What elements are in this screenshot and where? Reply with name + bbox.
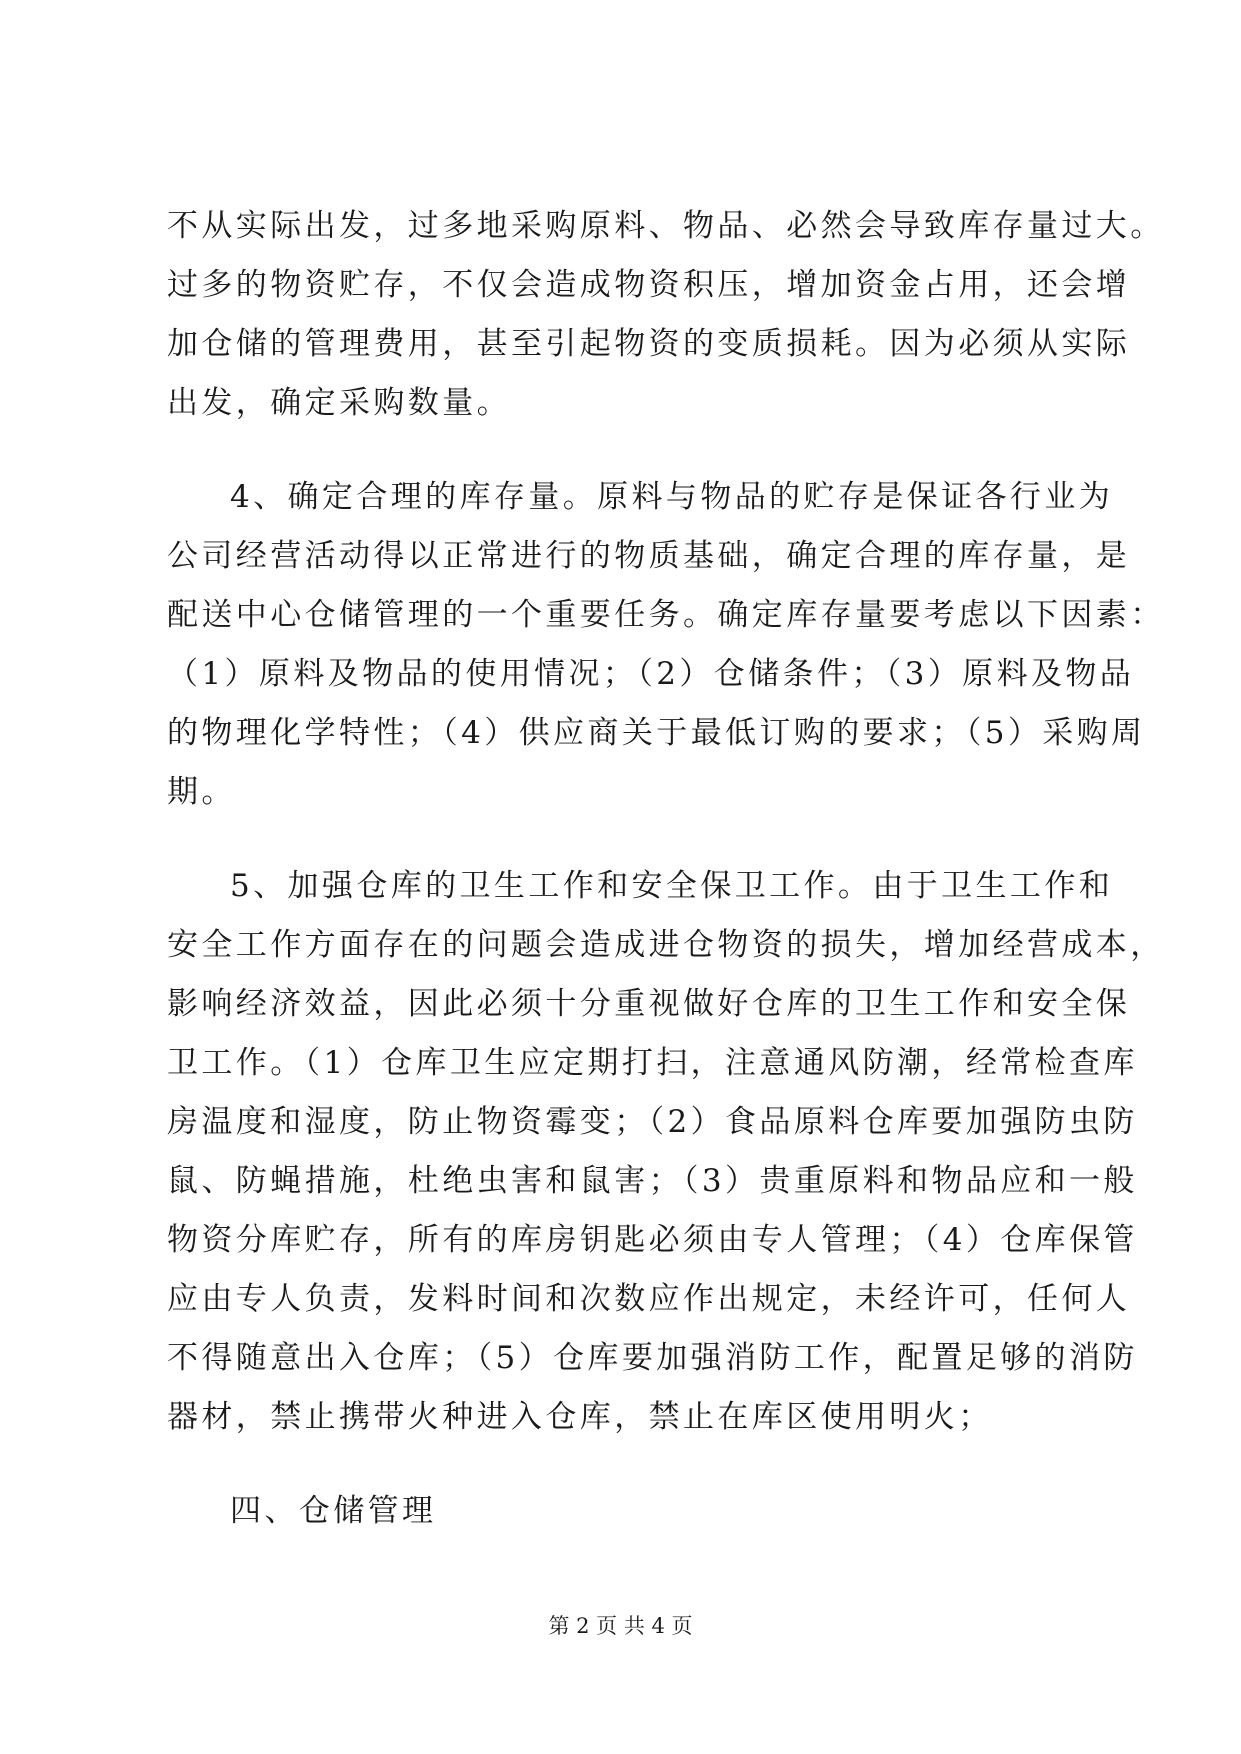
body-text-line: 不得随意出入仓库；（5）仓库要加强消防工作，配置足够的消防 <box>167 1340 1138 1376</box>
body-text-line: 器材，禁止携带火种进入仓库，禁止在库区使用明火； <box>167 1399 993 1435</box>
page-number-footer: 第 2 页 共 4 页 <box>548 1614 693 1638</box>
body-text-line: 的物理化学特性；（4）供应商关于最低订购的要求；（5）采购周 <box>167 715 1146 751</box>
body-text-line: 公司经营活动得以正常进行的物质基础，确定合理的库存量，是 <box>167 538 1131 574</box>
body-text-line: 鼠、防蝇措施，杜绝虫害和鼠害；（3）贵重原料和物品应和一般 <box>167 1163 1138 1199</box>
body-text-line: 期。 <box>167 774 236 810</box>
body-text-line: （1）原料及物品的使用情况；（2）仓储条件；（3）原料及物品 <box>167 656 1135 692</box>
body-text-line: 房温度和湿度，防止物资霉变；（2）食品原料仓库要加强防虫防 <box>167 1104 1138 1140</box>
body-text-line: 安全工作方面存在的问题会造成进仓物资的损失，增加经营成本， <box>167 927 1165 963</box>
body-text-line: 5、加强仓库的卫生工作和安全保卫工作。由于卫生工作和 <box>230 868 1114 904</box>
body-text-line: 影响经济效益，因此必须十分重视做好仓库的卫生工作和安全保 <box>167 986 1131 1022</box>
body-text-line: 物资分库贮存，所有的库房钥匙必须由专人管理；（4）仓库保管 <box>167 1222 1138 1258</box>
body-text-line: 4、确定合理的库存量。原料与物品的贮存是保证各行业为 <box>230 479 1114 515</box>
body-text-line: 卫工作。（1）仓库卫生应定期打扫，注意通风防潮，经常检查库 <box>167 1045 1138 1081</box>
body-text-line: 应由专人负责，发料时间和次数应作出规定，未经许可，任何人 <box>167 1281 1131 1317</box>
section-heading: 四、仓储管理 <box>230 1493 437 1529</box>
body-text-line: 不从实际出发，过多地采购原料、物品、必然会导致库存量过大。 <box>167 208 1165 244</box>
body-text-line: 加仓储的管理费用，甚至引起物资的变质损耗。因为必须从实际 <box>167 326 1131 362</box>
body-text-line: 过多的物资贮存，不仅会造成物资积压，增加资金占用，还会增 <box>167 267 1131 303</box>
body-text-line: 出发，确定采购数量。 <box>167 385 511 421</box>
body-text-line: 配送中心仓储管理的一个重要任务。确定库存量要考虑以下因素： <box>167 597 1165 633</box>
